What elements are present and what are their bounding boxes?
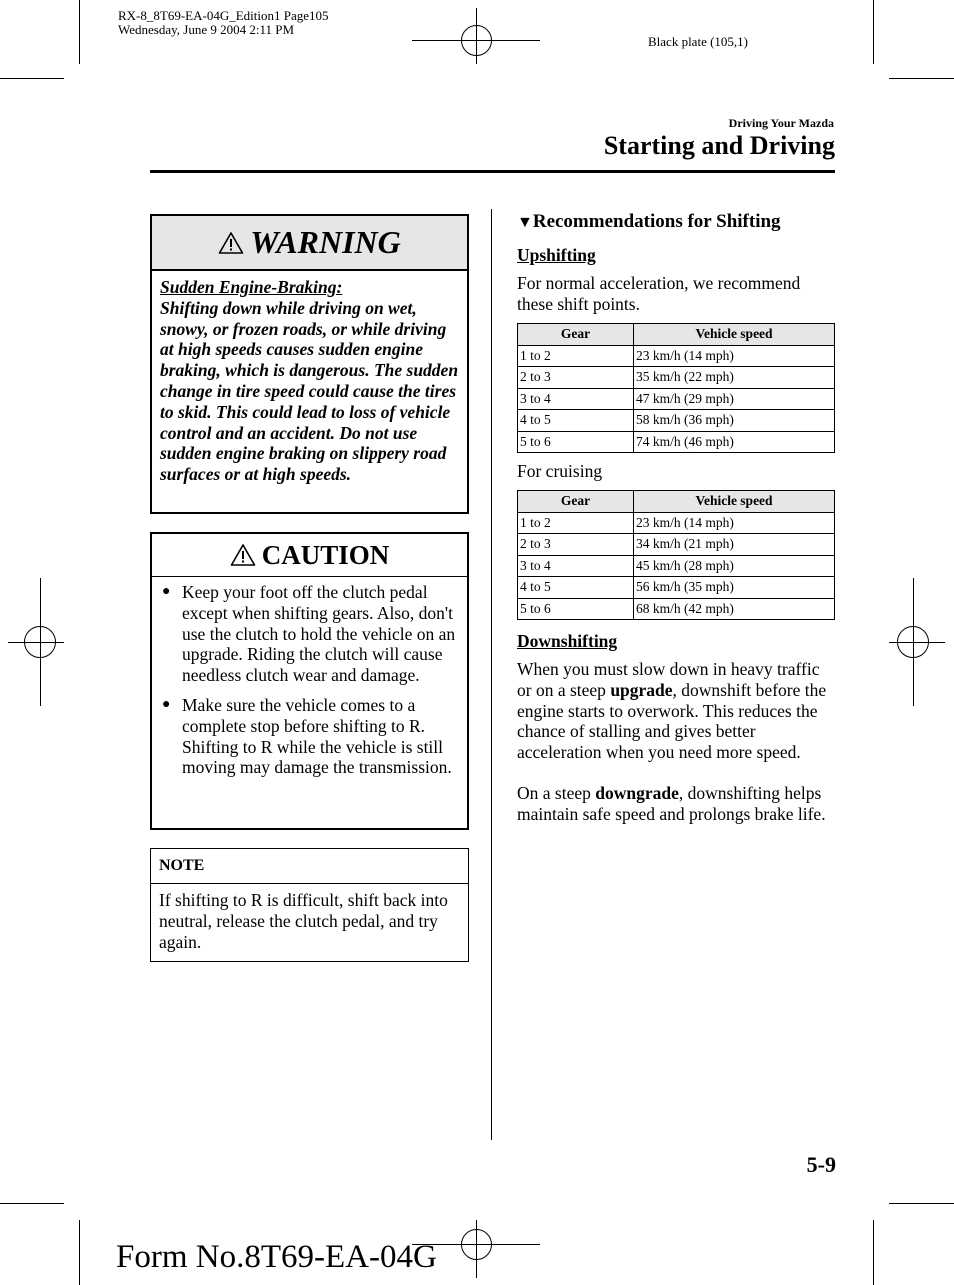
upshift-table <box>517 323 835 453</box>
crop-mark <box>873 0 874 64</box>
table-row: 5 to 6 74 km/h (46 mph) <box>518 431 835 453</box>
column-header-gear: Gear <box>518 324 634 346</box>
section-category: Driving Your Mazda <box>728 116 834 130</box>
column-divider <box>491 209 492 1140</box>
print-header-plate: Black plate (105,1) <box>648 34 748 49</box>
note-box <box>150 848 469 962</box>
triangle-down-icon: ▼ <box>517 214 533 231</box>
header-rule <box>150 170 835 173</box>
warning-subtitle: Sudden Engine-Braking: <box>160 277 343 297</box>
note-body: If shifting to R is difficult, shift back into neutral, release the clutch pedal, and try again. <box>159 890 448 952</box>
form-number: Form No.8T69-EA-04G <box>116 1239 437 1275</box>
downshifting-paragraph-1: When you must slow down in heavy traffic or on a steep upgrade, downshift before the engine starts to overwork. This reduces the chance of stalling and gives better acceleration when you need more speed. <box>517 659 827 763</box>
table-row: 4 to 5 56 km/h (35 mph) <box>518 577 835 599</box>
crop-mark <box>0 78 64 79</box>
table-row: 1 to 2 23 km/h (14 mph) <box>518 345 835 367</box>
crop-mark <box>889 78 954 79</box>
table-row: 2 to 3 34 km/h (21 mph) <box>518 534 835 556</box>
caution-list <box>152 577 467 778</box>
caution-title: CAUTION <box>261 539 390 570</box>
table-row: 5 to 6 68 km/h (42 mph) <box>518 598 835 620</box>
table-row: 3 to 4 47 km/h (29 mph) <box>518 388 835 410</box>
warning-header <box>152 216 467 271</box>
page-number: 5-9 <box>806 1152 836 1177</box>
warning-body <box>152 271 467 485</box>
list-item: ● Make sure the vehicle comes to a complete stop before shifting to R. Shifting to R while the vehicle is still moving may damage the transmission. <box>162 694 452 778</box>
table-row: 1 to 2 23 km/h (14 mph) <box>518 512 835 534</box>
upshifting-intro: For normal acceleration, we recommend these shift points. <box>517 273 801 314</box>
table-header-row <box>518 324 835 346</box>
crop-mark <box>79 0 80 64</box>
print-header-date: Wednesday, June 9 2004 2:11 PM <box>118 22 295 37</box>
downshifting-heading: Downshifting <box>517 631 618 651</box>
table-header-row <box>518 491 835 513</box>
crop-mark <box>889 1203 954 1204</box>
cruising-label: For cruising <box>517 461 603 481</box>
crop-mark <box>79 1220 80 1285</box>
page-title: Starting and Driving <box>603 131 835 160</box>
cruising-table <box>517 490 835 620</box>
note-title: NOTE <box>151 849 468 884</box>
upshifting-heading: Upshifting <box>517 245 596 265</box>
caution-header <box>152 534 467 577</box>
bullet-icon: ● <box>162 584 171 599</box>
print-header-file: RX-8_8T69-EA-04G_Edition1 Page105 <box>118 8 329 23</box>
caution-box <box>150 532 469 830</box>
recommendations-heading: ▼Recommendations for Shifting <box>517 211 781 232</box>
warning-text: Shifting down while driving on wet, snowy, or frozen roads, or while driving at high speeds causes sudden engine braking, which is dangerous. The sudden change in tire speed could cause the tires to skid. This could lead to loss of vehicle control and an accident. Do not use sudden engine braking on slippery road surfaces or at high speeds. <box>160 297 459 485</box>
column-header-gear: Gear <box>518 491 634 513</box>
downshifting-paragraph-2: On a steep downgrade, downshifting helps maintain safe speed and prolongs brake life. <box>517 783 826 824</box>
list-item: ● Keep your foot off the clutch pedal except when shifting gears. Also, don't use the clutch to hold the vehicle on an upgrade. Riding the clutch will cause needless clutch wear and damage. <box>162 582 456 686</box>
warning-box <box>150 214 469 514</box>
table-row: 2 to 3 35 km/h (22 mph) <box>518 367 835 389</box>
crop-mark <box>0 1203 64 1204</box>
table-row: 3 to 4 45 km/h (28 mph) <box>518 555 835 577</box>
bullet-icon: ● <box>162 696 171 712</box>
warning-triangle-icon <box>218 231 244 255</box>
crop-mark <box>873 1220 874 1285</box>
column-header-speed: Vehicle speed <box>634 491 835 513</box>
column-header-speed: Vehicle speed <box>634 324 835 346</box>
warning-title: WARNING <box>250 224 401 260</box>
table-row: 4 to 5 58 km/h (36 mph) <box>518 410 835 432</box>
caution-triangle-icon <box>230 543 256 567</box>
